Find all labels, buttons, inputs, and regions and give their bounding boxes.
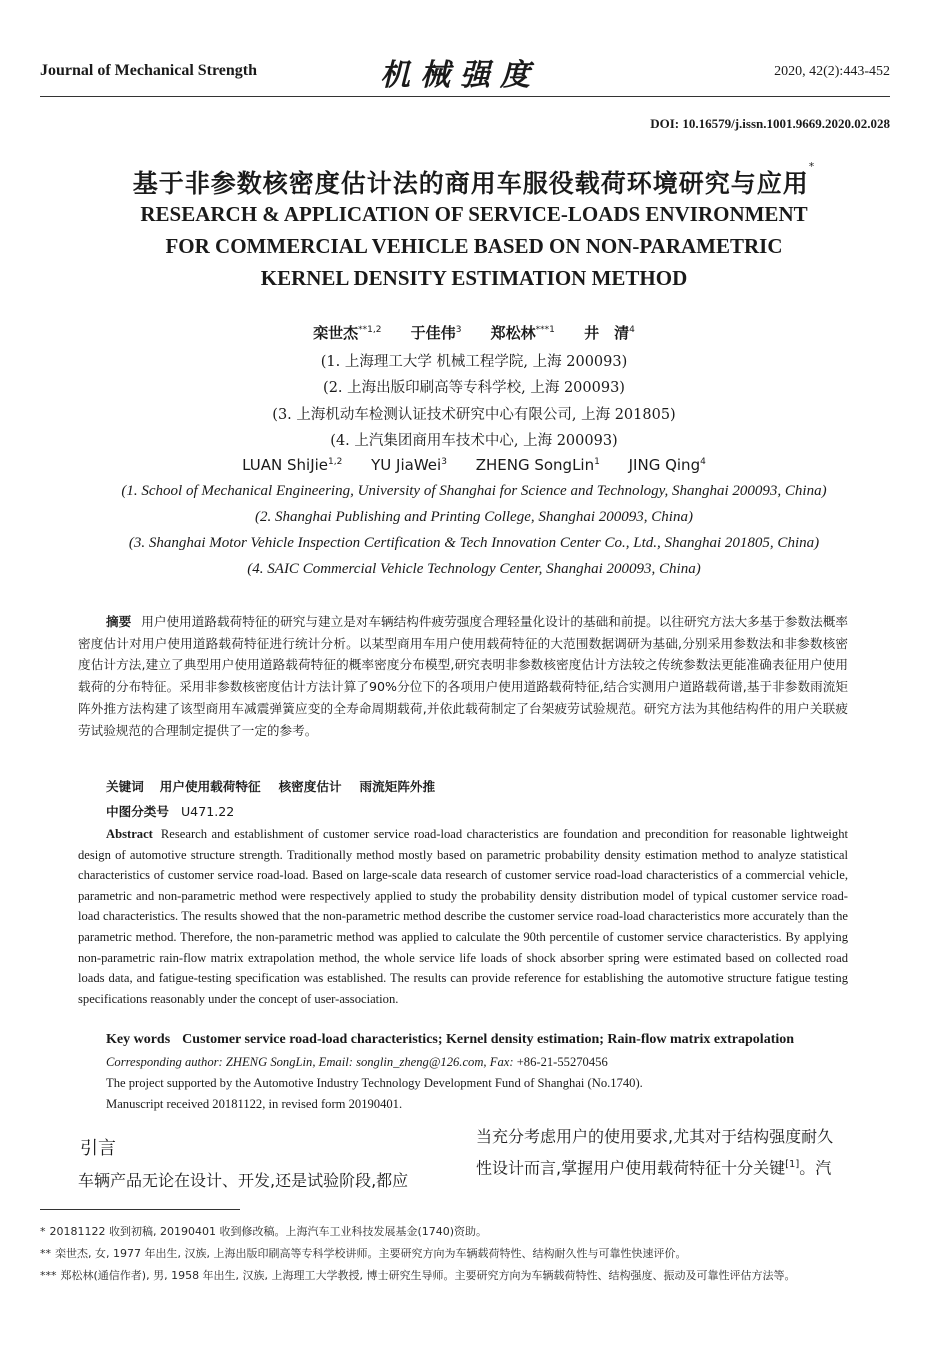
abstract-cn-text: 用户使用道路载荷特征的研究与建立是对车辆结构件疲劳强度合理轻量化设计的基础和前提。以往研究方法大多基于参数法概率密度估计对用户使用道路载荷特征进行统计分析。以某型商用车用户使用载荷特征的大范围数据调研为基础,分别采用参数法和非参数核密度估计方法,建立了典型用户使用道路载荷特征的概率密度分布模型,研究表明非参数核密度估计方法较之传统参数法更能准确表征用户使用载荷的分布特征。采用非参数核密度估计方法计算了90%分位下的各项用户使用道路载荷特征,结合实测用户道路载荷谱,基于非参数雨流矩阵外推方法构建了该型商用车减震弹簧应变的全寿命周期载荷,并依此载荷制定了台架疲劳试验规范。研究方法为其他结构件的用户关联疲劳试验规范的合理制定提供了一定的参考。: [78, 614, 849, 738]
author-en-sup: 1,2: [328, 457, 343, 467]
section-title: 引言: [80, 1138, 116, 1159]
body-right-line: 当充分考虑用户的使用要求,尤其对于结构强度耐久: [476, 1127, 834, 1146]
footnote: [40, 1265, 890, 1287]
title-cn-text: 基于非参数核密度估计法的商用车服役载荷环境研究与应用: [132, 169, 809, 198]
author-cn-sup: ***1: [535, 325, 555, 335]
corresponding-author: [106, 1055, 608, 1070]
author-cn: [411, 324, 462, 342]
keywords-cn-label: 关键词: [106, 779, 144, 794]
author-cn-sup: **1,2: [358, 325, 382, 335]
footnote-text: 20181122 收到初稿, 20190401 收到修改稿。上海汽车工业科技发展基金(1740)资助。: [49, 1225, 488, 1238]
author-cn-sup: 3: [455, 325, 462, 335]
footnote-text: 栾世杰, 女, 1977 年出生, 汉族, 上海出版印刷高等专科学校讲师。主要研究方向为车辆载荷特性、结构耐久性与可靠性快速评价。: [55, 1247, 687, 1260]
abstract-en-label: Abstract: [106, 827, 153, 841]
affiliation-en: (1. School of Mechanical Engineering, University of Shanghai for Science and Technology, Shanghai 200093, China): [121, 483, 827, 499]
citation: 2020, 42(2):443-452: [774, 64, 890, 79]
funding-en: The project supported by the Automotive Industry Technology Development Fund of Shanghai (No.1740).: [106, 1076, 643, 1090]
title-en-line-2: FOR COMMERCIAL VEHICLE BASED ON NON-PARAMETRIC: [165, 234, 783, 258]
body-right-line: [476, 1151, 886, 1182]
keywords-en: [106, 1032, 794, 1048]
author-en-name: LUAN ShiJie: [242, 456, 329, 474]
keyword-cn: 用户使用载荷特征: [159, 779, 261, 794]
footnote-mark: ***: [40, 1269, 57, 1282]
authors-cn: [0, 322, 948, 343]
author-cn-name: 郑松林: [490, 324, 536, 342]
author-en-sup: 4: [700, 457, 706, 467]
abstract-cn: [78, 611, 848, 741]
keywords-cn: [106, 776, 449, 795]
title-en-line-3: KERNEL DENSITY ESTIMATION METHOD: [260, 266, 688, 290]
corresponding-name: ZHENG SongLin,: [225, 1055, 316, 1069]
journal-logo: 机械强度: [380, 58, 540, 93]
author-cn-name: 于佳伟: [410, 324, 456, 342]
classification-cn: [106, 801, 234, 820]
header-rule: [40, 96, 890, 97]
author-en: [476, 456, 600, 474]
citation-ref[interactable]: [1]: [785, 1159, 800, 1170]
affiliation-cn: (4. 上汽集团商用车技术中心, 上海 200093): [330, 433, 618, 449]
affiliation-cn: (1. 上海理工大学 机械工程学院, 上海 200093): [320, 354, 628, 370]
affiliation-cn: (2. 上海出版印刷高等专科学校, 上海 200093): [323, 380, 625, 396]
fax-label: Fax:: [489, 1055, 514, 1069]
author-en-sup: 3: [441, 457, 447, 467]
fax-value: +86-21-55270456: [516, 1055, 608, 1069]
keywords-en-text: Customer service road-load characteristics; Kernel density estimation; Rain-flow matrix extrapolation: [182, 1032, 795, 1047]
abstract-cn-label: 摘要: [106, 614, 132, 629]
title-en-line-1: RESEARCH & APPLICATION OF SERVICE-LOADS ENVIRONMENT: [140, 202, 808, 226]
doi: DOI: 10.16579/j.issn.1001.9669.2020.02.028: [650, 116, 890, 131]
author-cn-sup: 4: [629, 325, 635, 335]
classification-cn-label: 中图分类号: [106, 804, 169, 819]
corresponding-label: Corresponding author:: [106, 1055, 223, 1069]
journal-name: Journal of Mechanical Strength: [40, 62, 258, 79]
title-cn-mark: *: [808, 160, 816, 173]
body-right-tail: 。汽: [799, 1158, 832, 1178]
keyword-cn: 雨流矩阵外推: [359, 779, 436, 794]
author-cn: [313, 324, 381, 342]
author-en-name: JING Qing: [628, 456, 701, 474]
affiliation-en: (2. Shanghai Publishing and Printing College, Shanghai 200093, China): [255, 509, 693, 525]
affiliation-en: (4. SAIC Commercial Vehicle Technology Center, Shanghai 200093, China): [247, 561, 701, 577]
footnote-rule: [40, 1209, 240, 1210]
email-label: Email:: [318, 1055, 353, 1069]
author-en-name: ZHENG SongLin: [475, 456, 595, 474]
author-en-sup: 1: [594, 457, 600, 467]
body-right-text: 性设计而言,掌握用户使用载荷特征十分关键: [476, 1158, 786, 1178]
body-right-column: [476, 1123, 886, 1182]
author-en: [629, 456, 706, 474]
footnote: [40, 1243, 890, 1265]
footnote-mark: *: [40, 1225, 46, 1238]
keywords-en-label: Key words: [106, 1032, 171, 1047]
body-left-column: 车辆产品无论在设计、开发,还是试验阶段,都应: [78, 1171, 409, 1190]
author-en: [242, 456, 342, 474]
affiliation-cn: (3. 上海机动车检测认证技术研究中心有限公司, 上海 201805): [272, 407, 676, 423]
classification-cn-value: U471.22: [180, 804, 235, 819]
title-cn: [0, 160, 948, 200]
footnote: [40, 1221, 890, 1243]
footnote-mark: **: [40, 1247, 51, 1260]
keyword-cn: 核密度估计: [278, 779, 342, 794]
manuscript-dates: Manuscript received 20181122, in revised form 20190401.: [106, 1097, 403, 1111]
author-cn: [491, 324, 555, 342]
author-en-name: YU JiaWei: [371, 456, 442, 474]
abstract-en-text: Research and establishment of customer service road-load characteristics are foundation and precondition for reasonable lightweight design of automotive structure strength. Traditionally method mostly based on parametric probability density estimation method to analyze statistical characteristics of customer service road-load. Based on large-scale data research of customer service road-load characteristics of a commercial vehicle, parametric and non-parametric method were respectively applied to study the probability density distribution model of typical customer service road-load characteristics. The results showed that the non-parametric method describe the customer service road-load characteristics more accurately than the parametric method. Therefore, the non-parametric method was applied to calculate the 90th percentile of customer service characteristics. By applying non-parametric rain-flow matrix extrapolation method, the whole service life loads of shock absorber spring were estimated based on collected road loads data, and fatigue-testing specification was established. The results can provide reference for establishing the automotive structure fatigue testing specifications reasonably under the concept of user-association.: [78, 827, 848, 1006]
author-cn: [584, 324, 635, 342]
author-cn-name: 栾世杰: [313, 324, 359, 342]
abstract-en: [78, 824, 848, 1009]
author-cn-name: 井 清: [584, 324, 630, 342]
email-value: songlin_zheng@126.com,: [356, 1055, 487, 1069]
affiliation-en: (3. Shanghai Motor Vehicle Inspection Certification & Tech Innovation Center Co., Ltd., Shanghai 201805, China): [128, 535, 820, 551]
footnote-text: 郑松林(通信作者), 男, 1958 年出生, 汉族, 上海理工大学教授, 博士研究生导师。主要研究方向为车辆载荷特性、结构强度、振动及可靠性评估方法等。: [60, 1269, 796, 1282]
authors-en: [0, 456, 948, 474]
author-en: [371, 456, 447, 474]
